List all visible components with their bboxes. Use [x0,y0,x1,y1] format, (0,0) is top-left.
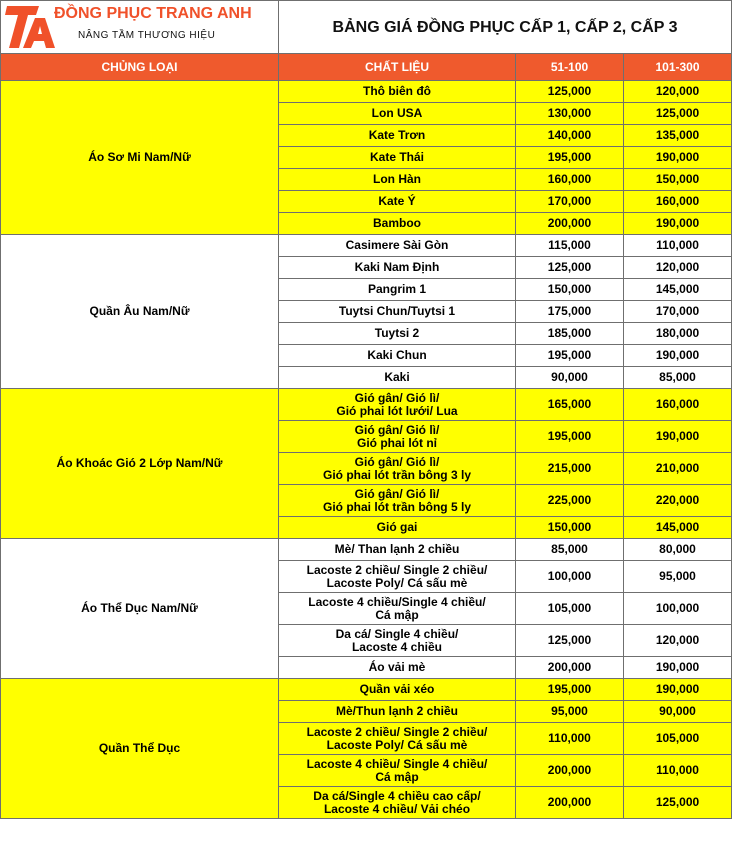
price-101-300-cell: 190,000 [624,345,732,367]
price-101-300-cell: 190,000 [624,679,732,701]
price-101-300-cell: 145,000 [624,517,732,539]
price-101-300-cell: 125,000 [624,103,732,125]
material-cell: Thô biên đô [279,81,516,103]
material-cell [279,787,516,819]
material-line-1: Gió gân/ Gió lì/ [354,390,440,405]
logo-cell [1,1,279,54]
price-51-100-cell: 150,000 [516,279,624,301]
table-row [1,389,732,421]
column-header-category: CHỦNG LOẠI [1,54,279,81]
price-51-100-cell: 90,000 [516,367,624,389]
material-cell: Mè/ Than lạnh 2 chiều [279,539,516,561]
price-101-300-cell: 160,000 [624,389,732,421]
category-cell: Áo Khoác Gió 2 Lớp Nam/Nữ [1,389,279,539]
price-101-300-cell: 105,000 [624,723,732,755]
material-line-1: Lacoste 2 chiều/ Single 2 chiều/ [306,724,488,739]
price-101-300-cell: 145,000 [624,279,732,301]
price-101-300-cell: 190,000 [624,147,732,169]
material-cell: Bamboo [279,213,516,235]
material-line-1: Gió gân/ Gió lì/ [354,486,440,501]
material-cell [279,723,516,755]
material-line-1: Lacoste 4 chiều/Single 4 chiều/ [308,594,486,609]
price-101-300-cell: 100,000 [624,593,732,625]
material-line-2: Lacoste 4 chiều/ Vải chéo [323,801,471,816]
material-cell: Tuytsi Chun/Tuytsi 1 [279,301,516,323]
price-51-100-cell: 175,000 [516,301,624,323]
price-51-100-cell: 85,000 [516,539,624,561]
material-line-2: Cá mập [375,769,419,784]
material-cell: Lon USA [279,103,516,125]
brand-slogan: NÂNG TẦM THƯƠNG HIỆU [78,30,216,41]
price-101-300-cell: 210,000 [624,453,732,485]
price-51-100-cell: 170,000 [516,191,624,213]
column-header-51-100: 51-100 [516,54,624,81]
price-101-300-cell: 85,000 [624,367,732,389]
material-line-1: Gió gân/ Gió lì/ [354,454,440,469]
price-51-100-cell: 150,000 [516,517,624,539]
brand-logo [1,1,279,53]
price-51-100-cell: 200,000 [516,213,624,235]
material-cell [279,625,516,657]
price-51-100-cell: 195,000 [516,679,624,701]
material-cell: Kate Trơn [279,125,516,147]
price-101-300-cell: 90,000 [624,701,732,723]
material-line-2: Lacoste Poly/ Cá sấu mè [326,737,468,752]
price-101-300-cell: 125,000 [624,787,732,819]
ta-logo-icon [5,4,57,50]
material-line-2: Gió phai lót lưới/ Lua [336,403,458,418]
material-line-1: Lacoste 2 chiều/ Single 2 chiều/ [306,562,488,577]
material-cell: Lon Hàn [279,169,516,191]
material-cell: Tuytsi 2 [279,323,516,345]
material-cell: Kate Thái [279,147,516,169]
material-cell [279,755,516,787]
price-101-300-cell: 110,000 [624,755,732,787]
category-cell: Quần Âu Nam/Nữ [1,235,279,389]
price-51-100-cell: 215,000 [516,453,624,485]
material-line-1: Da cá/ Single 4 chiều/ [335,626,459,641]
material-line-1: Lacoste 4 chiều/ Single 4 chiều/ [306,756,488,771]
material-cell: Áo vải mè [279,657,516,679]
table-row [1,539,732,561]
price-51-100-cell: 110,000 [516,723,624,755]
price-51-100-cell: 125,000 [516,257,624,279]
price-51-100-cell: 185,000 [516,323,624,345]
price-51-100-cell: 195,000 [516,147,624,169]
price-51-100-cell: 115,000 [516,235,624,257]
price-51-100-cell: 100,000 [516,561,624,593]
material-line-1: Gió gân/ Gió lì/ [354,422,440,437]
price-101-300-cell: 110,000 [624,235,732,257]
price-101-300-cell: 160,000 [624,191,732,213]
material-line-2: Gió phai lót trần bông 5 ly [322,499,471,514]
price-51-100-cell: 165,000 [516,389,624,421]
material-line-2: Lacoste 4 chiều [351,639,443,654]
material-cell: Kate Ý [279,191,516,213]
price-101-300-cell: 80,000 [624,539,732,561]
price-51-100-cell: 105,000 [516,593,624,625]
column-header-row [1,54,732,81]
material-line-1: Da cá/Single 4 chiều cao cấp/ [313,788,481,803]
category-cell: Áo Sơ Mi Nam/Nữ [1,81,279,235]
price-51-100-cell: 160,000 [516,169,624,191]
column-header-material: CHẤT LIỆU [279,54,516,81]
material-cell: Pangrim 1 [279,279,516,301]
material-line-2: Lacoste Poly/ Cá sấu mè [326,575,468,590]
material-cell: Quần vải xéo [279,679,516,701]
price-101-300-cell: 190,000 [624,213,732,235]
material-line-2: Gió phai lót trần bông 3 ly [322,467,471,482]
material-cell: Mè/Thun lạnh 2 chiều [279,701,516,723]
price-51-100-cell: 195,000 [516,421,624,453]
category-cell: Áo Thể Dục Nam/Nữ [1,539,279,679]
material-cell [279,421,516,453]
material-line-2: Cá mập [375,607,419,622]
price-51-100-cell: 200,000 [516,657,624,679]
price-51-100-cell: 95,000 [516,701,624,723]
category-cell: Quần Thể Dục [1,679,279,819]
price-51-100-cell: 125,000 [516,625,624,657]
material-cell: Kaki Chun [279,345,516,367]
material-cell [279,561,516,593]
brand-name: ĐỒNG PHỤC TRANG ANH [54,5,252,22]
page-title: BẢNG GIÁ ĐỒNG PHỤC CẤP 1, CẤP 2, CẤP 3 [279,1,732,54]
table-row [1,679,732,701]
column-header-101-300: 101-300 [624,54,732,81]
price-101-300-cell: 190,000 [624,421,732,453]
material-cell: Kaki [279,367,516,389]
material-cell [279,485,516,517]
price-101-300-cell: 150,000 [624,169,732,191]
price-101-300-cell: 190,000 [624,657,732,679]
price-101-300-cell: 135,000 [624,125,732,147]
material-cell [279,453,516,485]
table-row [1,81,732,103]
material-line-2: Gió phai lót nỉ [357,435,437,450]
price-51-100-cell: 225,000 [516,485,624,517]
price-51-100-cell: 125,000 [516,81,624,103]
price-101-300-cell: 120,000 [624,81,732,103]
price-51-100-cell: 200,000 [516,755,624,787]
material-cell: Gió gai [279,517,516,539]
price-51-100-cell: 200,000 [516,787,624,819]
price-51-100-cell: 130,000 [516,103,624,125]
price-101-300-cell: 120,000 [624,257,732,279]
table-row [1,235,732,257]
material-cell [279,389,516,421]
material-cell [279,593,516,625]
material-cell: Kaki Nam Định [279,257,516,279]
price-51-100-cell: 195,000 [516,345,624,367]
price-101-300-cell: 180,000 [624,323,732,345]
price-101-300-cell: 95,000 [624,561,732,593]
price-101-300-cell: 170,000 [624,301,732,323]
material-cell: Casimere Sài Gòn [279,235,516,257]
header-row [1,1,732,54]
price-101-300-cell: 220,000 [624,485,732,517]
price-101-300-cell: 120,000 [624,625,732,657]
price-51-100-cell: 140,000 [516,125,624,147]
